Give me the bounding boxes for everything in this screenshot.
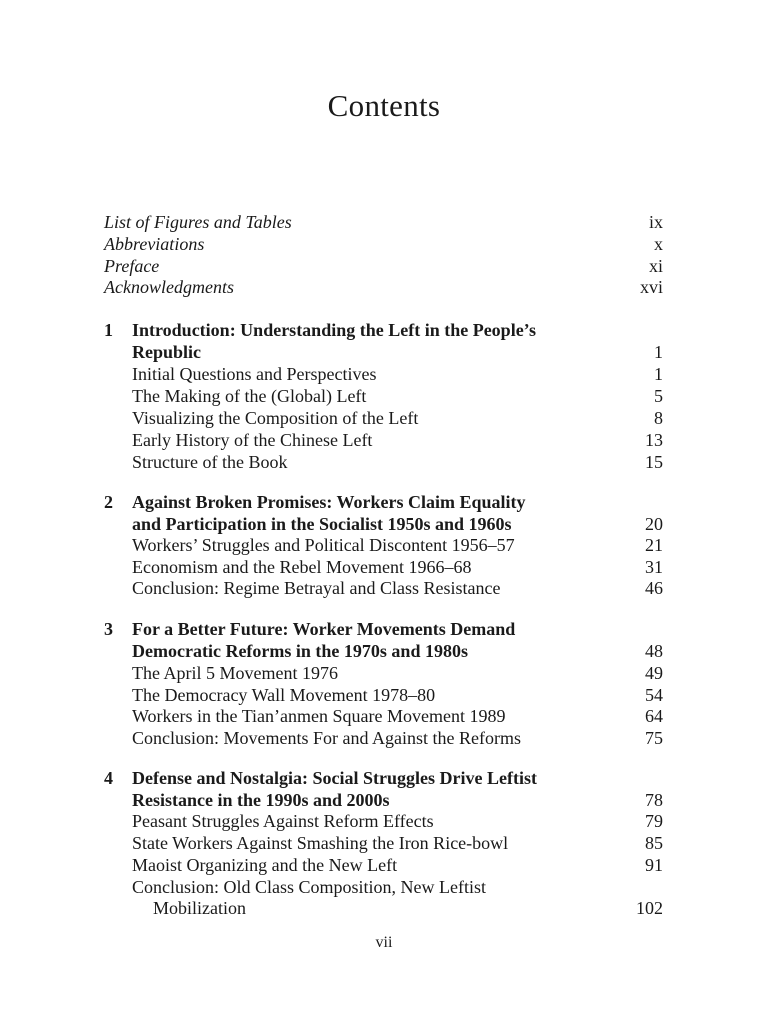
toc-page-number: 5 bbox=[654, 386, 663, 406]
toc-entry-label: Workers in the Tian’anmen Square Movement 1989 bbox=[132, 706, 506, 726]
toc-page-number: 78 bbox=[645, 790, 663, 810]
toc-page-number: 79 bbox=[645, 811, 663, 831]
chapter-number: 2 bbox=[104, 492, 113, 512]
toc-chapter-heading[interactable] bbox=[104, 319, 663, 341]
toc-page-number: xvi bbox=[639, 277, 663, 297]
toc-entry-label: Economism and the Rebel Movement 1966–68 bbox=[132, 557, 472, 577]
toc-section-entry-continuation[interactable] bbox=[104, 897, 663, 919]
chapter-title-line: For a Better Future: Worker Movements Demand bbox=[132, 619, 516, 639]
chapter-title-line: Republic bbox=[132, 342, 202, 362]
chapter-number: 1 bbox=[104, 320, 113, 340]
toc-page-number: 15 bbox=[645, 452, 663, 472]
toc-entry-label: Initial Questions and Perspectives bbox=[132, 364, 377, 384]
toc-entry-label: Mobilization bbox=[153, 898, 246, 918]
toc-page-number: 8 bbox=[654, 408, 663, 428]
toc-entry-label: Acknowledgments bbox=[104, 277, 234, 297]
toc-page-number: 13 bbox=[645, 430, 663, 450]
toc-chapter-heading[interactable] bbox=[104, 341, 663, 363]
toc-chapter-heading[interactable] bbox=[104, 789, 663, 811]
toc-section-entry[interactable] bbox=[104, 684, 663, 706]
toc-section-entry[interactable] bbox=[104, 832, 663, 854]
toc-front-entry[interactable] bbox=[104, 233, 663, 255]
toc-page-number: xi bbox=[648, 256, 663, 276]
toc-section-entry[interactable] bbox=[104, 577, 663, 599]
toc-section-entry[interactable] bbox=[104, 385, 663, 407]
chapter-title-line: Democratic Reforms in the 1970s and 1980s bbox=[132, 641, 468, 661]
page-title: Contents bbox=[327, 88, 441, 123]
toc-page-number: 85 bbox=[645, 833, 663, 853]
toc-entry-label: The Making of the (Global) Left bbox=[132, 386, 367, 406]
chapter-title-line: Against Broken Promises: Workers Claim Equality bbox=[132, 492, 526, 512]
toc-section-entry[interactable] bbox=[104, 662, 663, 684]
toc-chapter-heading[interactable] bbox=[104, 618, 663, 640]
chapter-number: 4 bbox=[104, 768, 113, 788]
toc-entry-label: Conclusion: Old Class Composition, New Leftist bbox=[132, 877, 486, 897]
toc-entry-label: Preface bbox=[104, 256, 160, 276]
toc-page-number: 49 bbox=[645, 663, 663, 683]
toc-entry-label: Abbreviations bbox=[104, 234, 205, 254]
toc-page-number: ix bbox=[648, 212, 663, 232]
toc-front-entry[interactable] bbox=[104, 276, 663, 298]
toc-entry-label: Early History of the Chinese Left bbox=[132, 430, 373, 450]
toc-page-number: x bbox=[654, 234, 663, 254]
toc-entry-label: List of Figures and Tables bbox=[104, 212, 292, 232]
toc-section-entry[interactable] bbox=[104, 876, 663, 898]
toc-page-number: 75 bbox=[645, 728, 663, 748]
chapter-title-line: Defense and Nostalgia: Social Struggles Drive Leftist bbox=[132, 768, 537, 788]
toc-section-entry[interactable] bbox=[104, 810, 663, 832]
toc-entry-label: The April 5 Movement 1976 bbox=[132, 663, 338, 683]
toc-section-entry[interactable] bbox=[104, 854, 663, 876]
toc-page-number: 48 bbox=[645, 641, 663, 661]
toc-page-number: 31 bbox=[645, 557, 663, 577]
toc-chapter-heading[interactable] bbox=[104, 767, 663, 789]
toc-section-entry[interactable] bbox=[104, 363, 663, 385]
toc-entry-label: Visualizing the Composition of the Left bbox=[132, 408, 419, 428]
toc-entry-label: Peasant Struggles Against Reform Effects bbox=[132, 811, 434, 831]
chapter-title-line: and Participation in the Socialist 1950s and 1960s bbox=[132, 514, 512, 534]
toc-page-number: 1 bbox=[654, 342, 663, 362]
chapter-number: 3 bbox=[104, 619, 113, 639]
toc-entry-label: Workers’ Struggles and Political Discontent 1956–57 bbox=[132, 535, 515, 555]
chapter-title-line: Resistance in the 1990s and 2000s bbox=[132, 790, 390, 810]
toc-chapter-heading[interactable] bbox=[104, 640, 663, 662]
toc-front-entry[interactable] bbox=[104, 211, 663, 233]
toc-section-entry[interactable] bbox=[104, 407, 663, 429]
toc-section-entry[interactable] bbox=[104, 451, 663, 473]
toc-entry-label: State Workers Against Smashing the Iron Rice-bowl bbox=[132, 833, 509, 853]
toc-entry-label: Structure of the Book bbox=[132, 452, 288, 472]
toc-section-entry[interactable] bbox=[104, 534, 663, 556]
toc-section-entry[interactable] bbox=[104, 705, 663, 727]
toc-page-number: 1 bbox=[654, 364, 663, 384]
toc-page-number: 91 bbox=[645, 855, 663, 875]
toc-page-number: 20 bbox=[645, 514, 663, 534]
toc-entry-label: The Democracy Wall Movement 1978–80 bbox=[132, 685, 436, 705]
toc-front-entry[interactable] bbox=[104, 255, 663, 277]
toc-page-number: 64 bbox=[645, 706, 663, 726]
chapter-title-line: Introduction: Understanding the Left in the People’s bbox=[132, 320, 537, 340]
toc-page-number: 102 bbox=[636, 898, 663, 918]
toc-page-number: 46 bbox=[645, 578, 663, 598]
toc-page-number: 21 bbox=[645, 535, 663, 555]
toc-chapter-heading[interactable] bbox=[104, 513, 663, 535]
toc-entry-label: Conclusion: Regime Betrayal and Class Resistance bbox=[132, 578, 501, 598]
page-folio: vii bbox=[375, 934, 393, 951]
toc-section-entry[interactable] bbox=[104, 727, 663, 749]
toc-section-entry[interactable] bbox=[104, 556, 663, 578]
toc-section-entry[interactable] bbox=[104, 429, 663, 451]
toc-entry-label: Maoist Organizing and the New Left bbox=[132, 855, 398, 875]
toc-page-number: 54 bbox=[645, 685, 663, 705]
toc-chapter-heading[interactable] bbox=[104, 491, 663, 513]
toc-entry-label: Conclusion: Movements For and Against the Reforms bbox=[132, 728, 521, 748]
